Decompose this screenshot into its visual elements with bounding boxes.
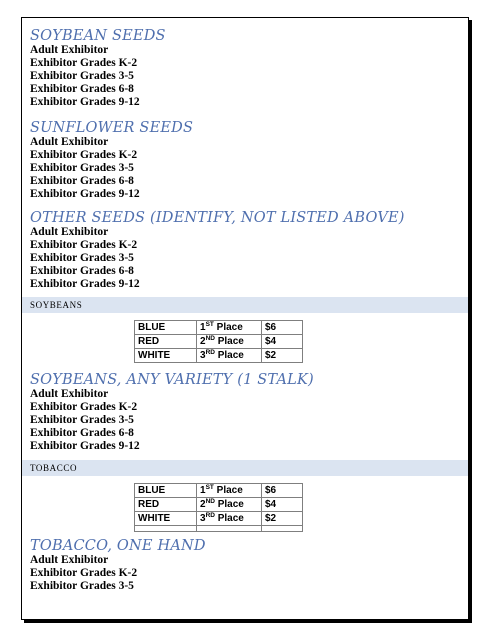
class-item: Exhibitor Grades K-2 — [30, 239, 138, 251]
table-row — [135, 349, 303, 363]
class-item: Exhibitor Grades 9-12 — [30, 278, 140, 290]
class-item: Exhibitor Grades 6-8 — [30, 83, 134, 95]
table-row — [135, 512, 303, 526]
section-soybeans-any-variety — [30, 373, 462, 453]
class-item: Exhibitor Grades 3-5 — [30, 70, 134, 82]
empty-cell — [262, 526, 303, 532]
ribbon-cell: BLUE — [135, 484, 197, 498]
class-item: Exhibitor Grades 6-8 — [30, 265, 134, 277]
table-row — [135, 526, 303, 532]
class-item: Exhibitor Grades K-2 — [30, 57, 138, 69]
prize-cell: $6 — [262, 321, 303, 335]
category-band-label: TOBACCO — [30, 463, 78, 473]
empty-cell — [135, 526, 197, 532]
class-item: Adult Exhibitor — [30, 44, 109, 56]
section-heading: OTHER SEEDS (IDENTIFY, NOT LISTED ABOVE) — [30, 210, 405, 226]
table-row — [135, 484, 303, 498]
class-item: Exhibitor Grades 9-12 — [30, 96, 140, 108]
prize-cell: $2 — [262, 512, 303, 526]
class-item: Exhibitor Grades K-2 — [30, 401, 138, 413]
class-item: Adult Exhibitor — [30, 226, 109, 238]
category-band-tobacco — [22, 460, 468, 476]
section-other-seeds — [30, 211, 462, 291]
class-item: Adult Exhibitor — [30, 136, 109, 148]
section-heading: TOBACCO, ONE HAND — [30, 538, 206, 554]
class-item: Exhibitor Grades 3-5 — [30, 580, 134, 592]
class-item: Exhibitor Grades K-2 — [30, 567, 138, 579]
place-cell: 2ND Place — [197, 335, 262, 349]
place-cell: 2ND Place — [197, 498, 262, 512]
ribbon-cell: RED — [135, 498, 197, 512]
category-band-label: SOYBEANS — [30, 300, 83, 310]
awards-table-soybeans — [134, 320, 303, 363]
class-item: Exhibitor Grades 6-8 — [30, 175, 134, 187]
class-item: Adult Exhibitor — [30, 554, 109, 566]
awards-table-tobacco — [134, 483, 303, 532]
ribbon-cell: BLUE — [135, 321, 197, 335]
empty-cell — [197, 526, 262, 532]
section-sunflower-seeds — [30, 121, 462, 201]
class-item: Exhibitor Grades 3-5 — [30, 252, 134, 264]
class-item: Exhibitor Grades 3-5 — [30, 162, 134, 174]
section-tobacco-one-hand — [30, 539, 462, 593]
ribbon-cell: RED — [135, 335, 197, 349]
ribbon-cell: WHITE — [135, 512, 197, 526]
section-soybean-seeds — [30, 29, 462, 109]
class-item: Exhibitor Grades 9-12 — [30, 440, 140, 452]
place-cell: 3RD Place — [197, 512, 262, 526]
class-item: Exhibitor Grades 9-12 — [30, 188, 140, 200]
prize-cell: $4 — [262, 335, 303, 349]
section-heading: SUNFLOWER SEEDS — [30, 120, 194, 136]
class-item: Exhibitor Grades 3-5 — [30, 414, 134, 426]
category-band-soybeans — [22, 297, 468, 313]
document-page — [21, 17, 469, 620]
class-item: Exhibitor Grades K-2 — [30, 149, 138, 161]
table-row — [135, 321, 303, 335]
place-cell: 1ST Place — [197, 321, 262, 335]
class-item: Exhibitor Grades 6-8 — [30, 427, 134, 439]
prize-cell: $2 — [262, 349, 303, 363]
section-heading: SOYBEANS, ANY VARIETY (1 STALK) — [30, 372, 314, 388]
table-row — [135, 498, 303, 512]
place-cell: 1ST Place — [197, 484, 262, 498]
prize-cell: $6 — [262, 484, 303, 498]
place-cell: 3RD Place — [197, 349, 262, 363]
table-row — [135, 335, 303, 349]
ribbon-cell: WHITE — [135, 349, 197, 363]
prize-cell: $4 — [262, 498, 303, 512]
section-heading: SOYBEAN SEEDS — [30, 28, 166, 44]
class-item: Adult Exhibitor — [30, 388, 109, 400]
